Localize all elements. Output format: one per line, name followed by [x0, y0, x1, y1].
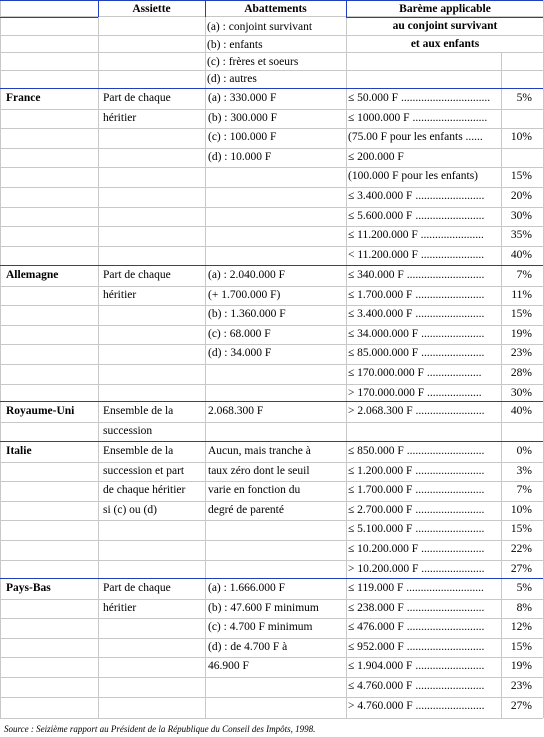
country-4-bracket: ≤ 238.000 F ...........................: [348, 601, 485, 614]
country-3-rate: 22%: [510, 543, 532, 555]
header-assiette: Assiette: [132, 3, 171, 15]
header-bareme-line1: Barème applicable: [399, 3, 491, 15]
country-0-rate: 40%: [510, 248, 532, 261]
country-2-assiette-line: Ensemble de la: [103, 405, 174, 417]
country-0-name: France: [6, 92, 41, 104]
country-3-abattement-line: Aucun, mais tranche à: [208, 445, 311, 457]
country-1-abattement-line: (+ 1.700.000 F): [208, 288, 281, 301]
country-4-bracket: ≤ 1.904.000 F ........................: [348, 660, 485, 673]
country-3-abattement-line: degré de parenté: [208, 503, 284, 516]
country-4-abattement-line: (c) : 4.700 F minimum: [208, 621, 313, 634]
country-2-abattement-line: 2.068.300 F: [208, 405, 264, 417]
country-0-bracket: ≤ 1000.000 F ..........................: [348, 111, 488, 124]
header-bareme-line3: et aux enfants: [410, 38, 480, 50]
country-0-rate: 35%: [510, 229, 532, 242]
country-1-bracket: ≤ 170.000.000 F ...................: [348, 367, 482, 379]
country-1-abattement-line: (c) : 68.000 F: [208, 327, 271, 340]
country-3-rate: 27%: [510, 562, 532, 575]
country-3-bracket: ≤ 10.200.000 F ......................: [348, 543, 485, 555]
country-0-assiette-line: Part de chaque: [103, 92, 171, 104]
country-0-rate: 10%: [510, 131, 532, 144]
country-3-abattement-line: varie en fonction du: [208, 484, 301, 497]
country-4-abattement-line: 46.900 F: [208, 660, 249, 673]
country-3-rate: 10%: [510, 503, 532, 516]
country-1-rate: 15%: [510, 308, 532, 321]
country-2-rate: 40%: [510, 405, 532, 417]
country-2-assiette-line: succession: [103, 424, 153, 437]
country-3-rate: 7%: [516, 484, 532, 497]
country-1-bracket: ≤ 3.400.000 F ........................: [348, 308, 485, 321]
country-3-rate: 15%: [510, 523, 532, 536]
country-0-rate: 20%: [510, 190, 532, 202]
country-1-rate: 28%: [510, 367, 532, 379]
country-1-bracket: ≤ 85.000.000 F ......................: [348, 347, 485, 360]
country-0-rate: 15%: [510, 170, 532, 183]
country-4-rate: 15%: [510, 640, 532, 653]
country-4-rate: 8%: [516, 601, 532, 614]
header-abattements: Abattements: [244, 3, 307, 15]
country-4-bracket: ≤ 952.000 F ...........................: [348, 640, 485, 653]
country-1-bracket: ≤ 1.700.000 F ........................: [348, 288, 485, 301]
country-0-bracket: (100.000 F pour les enfants): [348, 170, 478, 183]
country-4-bracket: ≤ 476.000 F ...........................: [348, 621, 485, 634]
country-1-rate: 11%: [511, 288, 532, 301]
country-4-rate: 12%: [510, 621, 532, 634]
country-1-bracket: ≤ 340.000 F ...........................: [348, 269, 485, 281]
country-0-bracket: (75.00 F pour les enfants ......: [348, 131, 483, 144]
country-1-assiette-line: héritier: [103, 288, 137, 301]
country-0-bracket: ≤ 200.000 F: [348, 150, 404, 163]
country-4-rate: 19%: [510, 660, 532, 673]
country-0-bracket: < 11.200.000 F ......................: [348, 248, 485, 261]
country-4-name: Pays-Bas: [6, 582, 51, 594]
country-3-rate: 0%: [516, 445, 532, 457]
country-0-bracket: ≤ 11.200.000 F ......................: [348, 229, 484, 242]
country-4-abattement-line: (b) : 47.600 F minimum: [208, 601, 319, 614]
country-4-rate: 5%: [516, 582, 532, 594]
country-3-assiette-line: si (c) ou (d): [103, 503, 157, 516]
country-0-abattement-line: (c) : 100.000 F: [208, 131, 277, 144]
legend-a: (a) : conjoint survivant: [207, 21, 313, 33]
country-1-abattement-line: (b) : 1.360.000 F: [208, 308, 286, 321]
country-0-rate: 30%: [510, 209, 532, 222]
country-0-bracket: ≤ 3.400.000 F ........................: [348, 190, 485, 202]
country-1-abattement-line: (a) : 2.040.000 F: [208, 269, 285, 281]
country-4-assiette-line: Part de chaque: [103, 582, 171, 594]
country-1-bracket: > 170.000.000 F ...................: [348, 386, 482, 399]
country-1-bracket: ≤ 34.000.000 F ......................: [348, 327, 485, 340]
source-note: Source : Seizième rapport au Président de la République du Conseil des Impôts, 1998.: [4, 724, 316, 734]
country-0-rate: [502, 109, 532, 128]
country-0-rate: [502, 148, 532, 167]
country-4-abattement-line: (a) : 1.666.000 F: [208, 582, 285, 594]
country-0-abattement-line: (b) : 300.000 F: [208, 111, 277, 124]
country-1-rate: 7%: [516, 269, 532, 281]
country-2-bracket: > 2.068.300 F ........................: [348, 405, 485, 417]
country-4-assiette-line: héritier: [103, 601, 137, 614]
legend-d: (d) : autres: [207, 73, 257, 85]
country-3-rate: 3%: [516, 464, 532, 477]
country-3-name: Italie: [6, 445, 32, 457]
country-3-bracket: ≤ 1.200.000 F ........................: [348, 464, 485, 477]
country-3-bracket: ≤ 2.700.000 F ........................: [348, 503, 485, 516]
country-4-bracket: ≤ 119.000 F ...........................: [348, 582, 484, 594]
country-4-abattement-line: (d) : de 4.700 F à: [208, 640, 288, 653]
country-3-bracket: ≤ 850.000 F ...........................: [348, 445, 485, 457]
country-4-bracket: > 4.760.000 F ........................: [348, 699, 485, 712]
country-1-assiette-line: Part de chaque: [103, 269, 171, 281]
country-1-rate: 30%: [510, 386, 532, 399]
country-3-bracket: > 10.200.000 F ......................: [348, 562, 485, 575]
country-0-bracket: ≤ 5.600.000 F ........................: [348, 209, 485, 222]
header-bareme-line2: au conjoint survivant: [392, 20, 498, 32]
country-0-abattement-line: (d) : 10.000 F: [208, 150, 272, 163]
country-3-bracket: ≤ 1.700.000 F ........................: [348, 484, 485, 497]
country-1-abattement-line: (d) : 34.000 F: [208, 347, 272, 360]
country-1-name: Allemagne: [6, 269, 59, 281]
country-0-abattement-line: (a) : 330.000 F: [208, 92, 277, 104]
country-0-bracket: ≤ 50.000 F ...............................: [348, 92, 491, 104]
country-4-rate: 23%: [510, 680, 532, 692]
country-0-rate: 5%: [516, 92, 532, 104]
country-3-bracket: ≤ 5.100.000 F ........................: [348, 523, 485, 536]
country-3-assiette-line: Ensemble de la: [103, 445, 174, 457]
legend-c: (c) : frères et soeurs: [207, 56, 299, 68]
country-0-assiette-line: héritier: [103, 111, 137, 124]
country-1-rate: 23%: [510, 347, 532, 360]
country-3-abattement-line: taux zéro dont le seuil: [208, 464, 310, 477]
country-4-rate: 27%: [510, 699, 532, 712]
country-2-name: Royaume-Uni: [6, 405, 75, 417]
country-1-rate: 19%: [510, 327, 532, 340]
legend-b: (b) : enfants: [207, 39, 263, 51]
country-4-bracket: ≤ 4.760.000 F ........................: [348, 680, 485, 692]
country-3-assiette-line: succession et part: [103, 464, 185, 477]
country-3-assiette-line: de chaque héritier: [103, 484, 186, 497]
